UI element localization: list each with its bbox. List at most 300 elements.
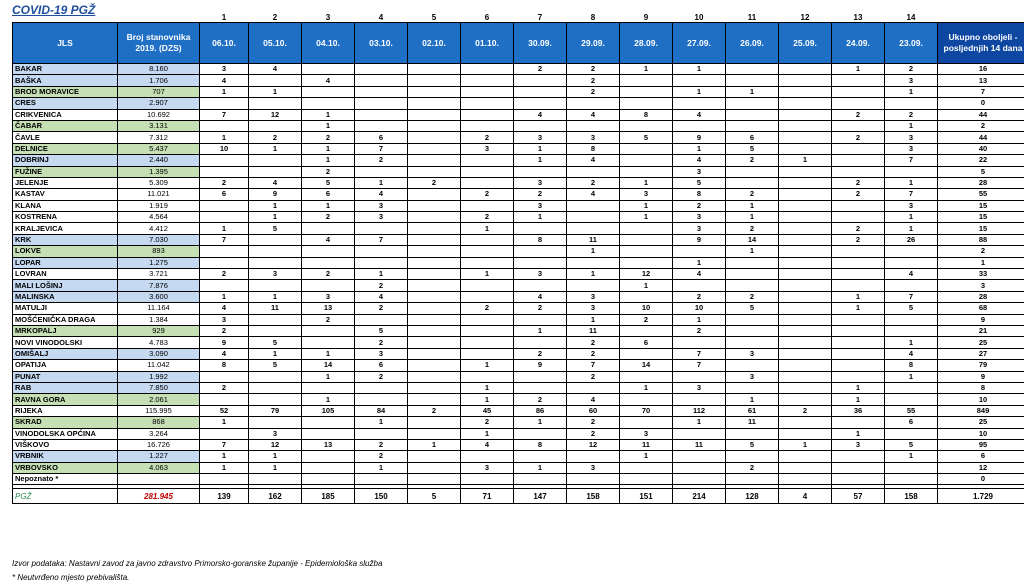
daily-cases-cell: 2: [673, 325, 726, 336]
table-row: [13, 143, 1024, 154]
daily-cases-cell: 1: [200, 291, 249, 302]
daily-cases-cell: 9: [673, 132, 726, 143]
daily-cases-cell: [673, 462, 726, 473]
daily-cases-cell: [302, 382, 355, 393]
day-number: 3: [325, 13, 331, 22]
daily-cases-cell: 3: [461, 462, 514, 473]
daily-cases-cell: [514, 280, 567, 291]
population-value: 16.726: [118, 439, 200, 450]
daily-cases-cell: [200, 155, 249, 166]
summary-population: 281.945: [118, 489, 200, 504]
municipality-name: KOSTRENA: [13, 212, 118, 223]
daily-cases-cell: [461, 234, 514, 245]
daily-cases-cell: 1: [514, 155, 567, 166]
daily-cases-cell: [832, 348, 885, 359]
daily-cases-cell: 1: [200, 462, 249, 473]
daily-cases-cell: [673, 337, 726, 348]
daily-cases-cell: [567, 382, 620, 393]
daily-cases-cell: 3: [885, 200, 938, 211]
daily-cases-cell: 2: [355, 303, 408, 314]
daily-cases-cell: 1: [832, 291, 885, 302]
daily-cases-cell: 6: [355, 132, 408, 143]
total-cases-cell: 15: [938, 200, 1024, 211]
daily-cases-cell: [408, 189, 461, 200]
municipality-name: JELENJE: [13, 177, 118, 188]
daily-cases-cell: [514, 337, 567, 348]
total-cases-cell: 7: [938, 86, 1024, 97]
daily-cases-cell: 1: [567, 246, 620, 257]
daily-cases-cell: [355, 257, 408, 268]
daily-cases-cell: 1: [461, 360, 514, 371]
daily-cases-cell: [885, 257, 938, 268]
daily-cases-cell: [726, 166, 779, 177]
daily-cases-cell: [567, 451, 620, 462]
daily-cases-cell: [408, 98, 461, 109]
daily-cases-cell: 7: [673, 348, 726, 359]
daily-cases-cell: [832, 451, 885, 462]
daily-cases-cell: [567, 280, 620, 291]
summary-daily-total: 158: [885, 489, 938, 504]
daily-cases-cell: 14: [726, 234, 779, 245]
daily-cases-cell: [620, 143, 673, 154]
daily-cases-cell: [620, 98, 673, 109]
total-cases-cell: 3: [938, 280, 1024, 291]
daily-cases-cell: [514, 371, 567, 382]
total-cases-cell: 28: [938, 177, 1024, 188]
population-value: 1.992: [118, 371, 200, 382]
daily-cases-cell: [779, 348, 832, 359]
daily-cases-cell: 2: [355, 371, 408, 382]
daily-cases-cell: [620, 417, 673, 428]
daily-cases-cell: 6: [302, 189, 355, 200]
daily-cases-cell: 5: [249, 360, 302, 371]
daily-cases-cell: [249, 394, 302, 405]
daily-cases-cell: 4: [885, 348, 938, 359]
daily-cases-cell: [514, 451, 567, 462]
daily-cases-cell: [408, 314, 461, 325]
daily-cases-cell: 7: [200, 439, 249, 450]
summary-daily-total: 150: [355, 489, 408, 504]
table-row: [13, 439, 1024, 450]
municipality-name: ČABAR: [13, 120, 118, 131]
day-number: 12: [800, 13, 810, 22]
daily-cases-cell: [832, 280, 885, 291]
daily-cases-cell: 2: [249, 132, 302, 143]
table-row: [13, 417, 1024, 428]
table-row: [13, 200, 1024, 211]
daily-cases-cell: 36: [832, 405, 885, 416]
daily-cases-cell: 7: [885, 291, 938, 302]
daily-cases-cell: [461, 451, 514, 462]
daily-cases-cell: 5: [726, 439, 779, 450]
daily-cases-cell: 2: [567, 428, 620, 439]
daily-cases-cell: [461, 348, 514, 359]
daily-cases-cell: 14: [302, 360, 355, 371]
summary-daily-total: 162: [249, 489, 302, 504]
daily-cases-cell: 2: [514, 64, 567, 75]
table-row: [13, 371, 1024, 382]
daily-cases-cell: 3: [832, 439, 885, 450]
daily-cases-cell: 2: [355, 337, 408, 348]
daily-cases-cell: [779, 120, 832, 131]
daily-cases-cell: [620, 86, 673, 97]
daily-cases-cell: [726, 314, 779, 325]
daily-cases-cell: [355, 86, 408, 97]
population-value: 1.706: [118, 75, 200, 86]
daily-cases-cell: 8: [567, 143, 620, 154]
total-cases-cell: 16: [938, 64, 1024, 75]
total-cases-cell: 27: [938, 348, 1024, 359]
population-value: 1.384: [118, 314, 200, 325]
daily-cases-cell: 2: [200, 325, 249, 336]
header-date: 30.09.: [514, 23, 567, 64]
table-row: [13, 120, 1024, 131]
table-row: [13, 98, 1024, 109]
daily-cases-cell: 1: [200, 86, 249, 97]
summary-daily-total: 214: [673, 489, 726, 504]
total-cases-cell: 22: [938, 155, 1024, 166]
summary-daily-total: 151: [620, 489, 673, 504]
daily-cases-cell: [408, 394, 461, 405]
population-value: 7.312: [118, 132, 200, 143]
daily-cases-cell: 2: [514, 189, 567, 200]
daily-cases-cell: 11: [567, 325, 620, 336]
daily-cases-cell: [832, 462, 885, 473]
daily-cases-cell: 1: [249, 86, 302, 97]
daily-cases-cell: [249, 257, 302, 268]
daily-cases-cell: [408, 143, 461, 154]
daily-cases-cell: [567, 257, 620, 268]
daily-cases-cell: 1: [461, 382, 514, 393]
daily-cases-cell: 9: [514, 360, 567, 371]
municipality-name: MOŠĆENIČKA DRAGA: [13, 314, 118, 325]
daily-cases-cell: [673, 451, 726, 462]
daily-cases-cell: [620, 246, 673, 257]
daily-cases-cell: [832, 371, 885, 382]
population-value: 893: [118, 246, 200, 257]
daily-cases-cell: 3: [514, 177, 567, 188]
header-date: 25.09.: [779, 23, 832, 64]
daily-cases-cell: 4: [673, 269, 726, 280]
daily-cases-cell: 4: [673, 109, 726, 120]
daily-cases-cell: 2: [408, 405, 461, 416]
daily-cases-cell: 2: [567, 417, 620, 428]
daily-cases-cell: 60: [567, 405, 620, 416]
day-number: 9: [643, 13, 649, 22]
daily-cases-cell: [832, 474, 885, 485]
daily-cases-cell: 1: [673, 64, 726, 75]
header-population-line2: 2019. (DZS): [135, 43, 182, 53]
daily-cases-cell: [249, 234, 302, 245]
population-value: 3.600: [118, 291, 200, 302]
daily-cases-cell: [408, 109, 461, 120]
daily-cases-cell: [779, 394, 832, 405]
daily-cases-cell: 12: [567, 439, 620, 450]
daily-cases-cell: [885, 98, 938, 109]
population-value: 10.692: [118, 109, 200, 120]
daily-cases-cell: [461, 325, 514, 336]
daily-cases-cell: 2: [302, 314, 355, 325]
daily-cases-cell: 2: [514, 394, 567, 405]
daily-cases-cell: 4: [514, 109, 567, 120]
daily-cases-cell: 2: [461, 189, 514, 200]
table-row: [13, 155, 1024, 166]
daily-cases-cell: 10: [673, 303, 726, 314]
daily-cases-cell: 3: [249, 428, 302, 439]
population-value: 1.395: [118, 166, 200, 177]
daily-cases-cell: [408, 337, 461, 348]
header-row: [13, 23, 1024, 64]
table-row: [13, 223, 1024, 234]
daily-cases-cell: 2: [726, 189, 779, 200]
daily-cases-cell: [779, 371, 832, 382]
daily-cases-cell: [726, 382, 779, 393]
daily-cases-cell: 2: [832, 234, 885, 245]
daily-cases-cell: [249, 371, 302, 382]
day-number: 13: [853, 13, 863, 22]
table-row: [13, 109, 1024, 120]
daily-cases-cell: [620, 474, 673, 485]
daily-cases-cell: 4: [885, 269, 938, 280]
daily-cases-cell: [726, 64, 779, 75]
total-cases-cell: 13: [938, 75, 1024, 86]
daily-cases-cell: 8: [200, 360, 249, 371]
daily-cases-cell: 3: [514, 132, 567, 143]
daily-cases-cell: [355, 474, 408, 485]
daily-cases-cell: [832, 120, 885, 131]
daily-cases-cell: 6: [200, 189, 249, 200]
population-value: 3.721: [118, 269, 200, 280]
daily-cases-cell: [302, 86, 355, 97]
total-cases-cell: 0: [938, 474, 1024, 485]
daily-cases-cell: 1: [726, 394, 779, 405]
daily-cases-cell: 6: [885, 417, 938, 428]
daily-cases-cell: 2: [779, 405, 832, 416]
population-value: 11.021: [118, 189, 200, 200]
table-row: [13, 166, 1024, 177]
daily-cases-cell: 1: [620, 280, 673, 291]
total-cases-cell: 15: [938, 223, 1024, 234]
municipality-name: LOPAR: [13, 257, 118, 268]
daily-cases-cell: 3: [620, 189, 673, 200]
daily-cases-cell: 1: [200, 451, 249, 462]
header-date: 02.10.: [408, 23, 461, 64]
daily-cases-cell: 8: [620, 109, 673, 120]
daily-cases-cell: [302, 280, 355, 291]
municipality-name: MALINSKA: [13, 291, 118, 302]
population-value: 4.564: [118, 212, 200, 223]
daily-cases-cell: 14: [620, 360, 673, 371]
daily-cases-cell: 61: [726, 405, 779, 416]
daily-cases-cell: 2: [567, 86, 620, 97]
municipality-name: MALI LOŠINJ: [13, 280, 118, 291]
daily-cases-cell: [355, 314, 408, 325]
daily-cases-cell: [567, 212, 620, 223]
daily-cases-cell: [355, 428, 408, 439]
daily-cases-cell: 1: [832, 428, 885, 439]
daily-cases-cell: 1: [620, 382, 673, 393]
day-number: 5: [431, 13, 437, 22]
daily-cases-cell: [779, 200, 832, 211]
daily-cases-cell: 1: [514, 325, 567, 336]
daily-cases-cell: 2: [673, 291, 726, 302]
daily-cases-cell: 2: [832, 223, 885, 234]
population-value: 3.131: [118, 120, 200, 131]
daily-cases-cell: 11: [620, 439, 673, 450]
daily-cases-cell: [249, 325, 302, 336]
header-date: 05.10.: [249, 23, 302, 64]
daily-cases-cell: [355, 120, 408, 131]
daily-cases-cell: 2: [200, 269, 249, 280]
daily-cases-cell: 4: [514, 291, 567, 302]
daily-cases-cell: [514, 166, 567, 177]
daily-cases-cell: [779, 462, 832, 473]
daily-cases-cell: 8: [673, 189, 726, 200]
daily-cases-cell: [726, 120, 779, 131]
daily-cases-cell: 1: [620, 177, 673, 188]
table-row: [13, 303, 1024, 314]
daily-cases-cell: [461, 257, 514, 268]
daily-cases-cell: [832, 257, 885, 268]
header-date: 03.10.: [355, 23, 408, 64]
daily-cases-cell: [408, 371, 461, 382]
daily-cases-cell: [461, 86, 514, 97]
day-number: 2: [272, 13, 278, 22]
summary-daily-total: 147: [514, 489, 567, 504]
municipality-name: NOVI VINODOLSKI: [13, 337, 118, 348]
daily-cases-cell: [673, 371, 726, 382]
daily-cases-cell: 1: [673, 314, 726, 325]
daily-cases-cell: [408, 234, 461, 245]
total-cases-cell: 88: [938, 234, 1024, 245]
population-value: 115.995: [118, 405, 200, 416]
municipality-name: BAŠKA: [13, 75, 118, 86]
daily-cases-cell: [200, 371, 249, 382]
summary-daily-total: 71: [461, 489, 514, 504]
daily-cases-cell: 2: [567, 64, 620, 75]
daily-cases-cell: 86: [514, 405, 567, 416]
daily-cases-cell: [200, 257, 249, 268]
daily-cases-cell: 13: [302, 303, 355, 314]
daily-cases-cell: 3: [302, 291, 355, 302]
daily-cases-cell: [408, 291, 461, 302]
daily-cases-cell: [832, 337, 885, 348]
daily-cases-cell: [567, 200, 620, 211]
source-footnote: Izvor podataka: Nastavni zavod za javno zdravstvo Primorsko-goranske županije - Epidemiološka služba: [12, 559, 383, 568]
population-value: 4.412: [118, 223, 200, 234]
daily-cases-cell: [408, 120, 461, 131]
daily-cases-cell: 4: [673, 155, 726, 166]
daily-cases-cell: 11: [726, 417, 779, 428]
daily-cases-cell: 5: [673, 177, 726, 188]
total-cases-cell: 79: [938, 360, 1024, 371]
table-row: [13, 75, 1024, 86]
total-cases-cell: 25: [938, 417, 1024, 428]
daily-cases-cell: [200, 246, 249, 257]
daily-cases-cell: [408, 132, 461, 143]
daily-cases-cell: [355, 75, 408, 86]
daily-cases-cell: 2: [408, 177, 461, 188]
daily-cases-cell: [779, 417, 832, 428]
daily-cases-cell: 4: [567, 189, 620, 200]
daily-cases-cell: 1: [726, 200, 779, 211]
daily-cases-cell: 1: [302, 394, 355, 405]
daily-cases-cell: 1: [885, 223, 938, 234]
daily-cases-cell: 1: [200, 223, 249, 234]
daily-cases-cell: 3: [249, 269, 302, 280]
daily-cases-cell: [779, 246, 832, 257]
population-value: 2.061: [118, 394, 200, 405]
daily-cases-cell: [620, 348, 673, 359]
daily-cases-cell: 4: [249, 177, 302, 188]
daily-cases-cell: [779, 212, 832, 223]
header-population-line1: Broj stanovnika: [126, 32, 191, 42]
header-jls: JLS: [13, 23, 118, 64]
daily-cases-cell: [200, 474, 249, 485]
daily-cases-cell: 1: [832, 382, 885, 393]
daily-cases-cell: 7: [885, 155, 938, 166]
daily-cases-cell: [779, 451, 832, 462]
daily-cases-cell: 5: [620, 132, 673, 143]
daily-cases-cell: [620, 325, 673, 336]
day-number: 7: [537, 13, 543, 22]
daily-cases-cell: [726, 98, 779, 109]
daily-cases-cell: [200, 98, 249, 109]
daily-cases-cell: [461, 314, 514, 325]
daily-cases-cell: [408, 223, 461, 234]
daily-cases-cell: 1: [249, 451, 302, 462]
daily-cases-cell: [726, 177, 779, 188]
daily-cases-cell: [249, 382, 302, 393]
daily-cases-cell: [885, 246, 938, 257]
municipality-name: VIŠKOVO: [13, 439, 118, 450]
daily-cases-cell: 2: [832, 132, 885, 143]
daily-cases-cell: 4: [200, 75, 249, 86]
daily-cases-cell: 4: [302, 234, 355, 245]
table-row: [13, 177, 1024, 188]
daily-cases-cell: [514, 474, 567, 485]
daily-cases-cell: [200, 428, 249, 439]
daily-cases-cell: [514, 223, 567, 234]
total-cases-cell: 55: [938, 189, 1024, 200]
daily-cases-cell: 2: [461, 303, 514, 314]
daily-cases-cell: 8: [514, 439, 567, 450]
daily-cases-cell: 2: [461, 132, 514, 143]
table-row: [13, 212, 1024, 223]
daily-cases-cell: [408, 155, 461, 166]
daily-cases-cell: [726, 109, 779, 120]
day-number: 14: [906, 13, 916, 22]
total-cases-cell: 9: [938, 314, 1024, 325]
daily-cases-cell: [832, 86, 885, 97]
daily-cases-cell: [726, 337, 779, 348]
municipality-name: PUNAT: [13, 371, 118, 382]
population-value: 11.164: [118, 303, 200, 314]
daily-cases-cell: [726, 280, 779, 291]
daily-cases-cell: [779, 269, 832, 280]
daily-cases-cell: 7: [200, 109, 249, 120]
table-row: [13, 337, 1024, 348]
total-cases-cell: 10: [938, 428, 1024, 439]
daily-cases-cell: 1: [514, 143, 567, 154]
daily-cases-cell: 10: [200, 143, 249, 154]
daily-cases-cell: 1: [885, 212, 938, 223]
daily-cases-cell: [620, 223, 673, 234]
daily-cases-cell: [779, 280, 832, 291]
daily-cases-cell: 6: [620, 337, 673, 348]
daily-cases-cell: [726, 269, 779, 280]
daily-cases-cell: 4: [567, 155, 620, 166]
